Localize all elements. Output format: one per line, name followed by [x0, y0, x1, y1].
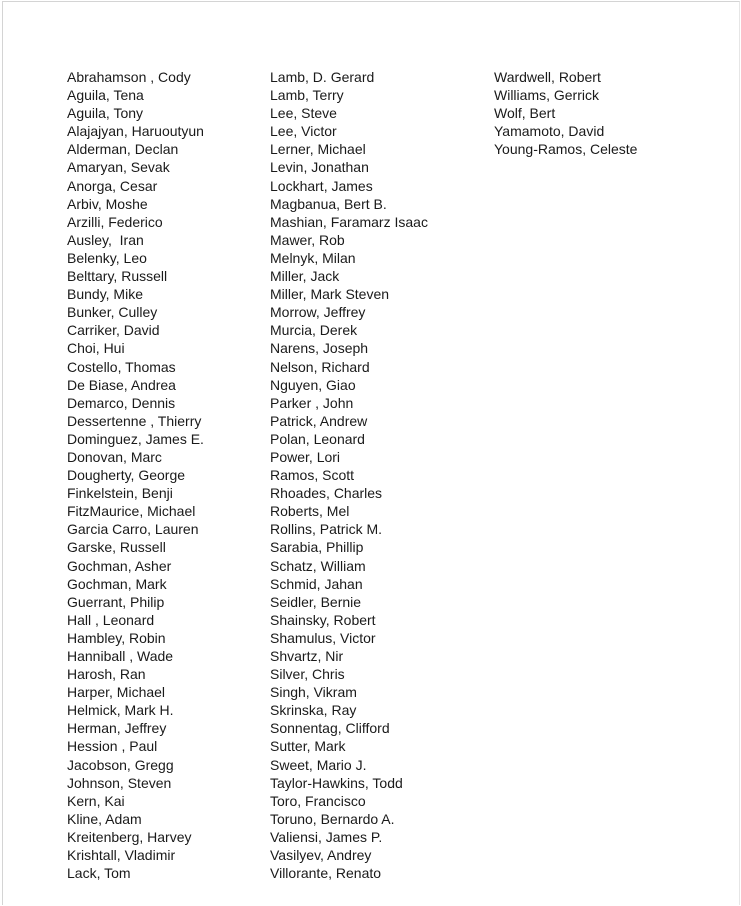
name-list-item: Levin, Jonathan — [270, 159, 369, 176]
name-list-item: Hambley, Robin — [67, 629, 166, 646]
name-list-item: Rollins, Patrick M. — [270, 521, 383, 538]
name-list-item: Magbanua, Bert B. — [270, 195, 387, 212]
name-list-item: Hession , Paul — [67, 738, 158, 755]
name-list-item: Silver, Chris — [270, 666, 345, 683]
name-list-item: Gochman, Asher — [67, 557, 172, 574]
name-list-item: Helmick, Mark H. — [67, 702, 174, 719]
name-list-item: Schatz, William — [270, 557, 366, 574]
name-list-item: Aguila, Tony — [67, 105, 144, 122]
name-list-item: Guerrant, Philip — [67, 593, 165, 610]
name-list-item: Lamb, D. Gerard — [270, 69, 375, 85]
name-list-item: Vasilyev, Andrey — [270, 847, 372, 864]
name-list-item: Kern, Kai — [67, 792, 125, 809]
document-page — [2, 1, 740, 905]
name-list-item: Seidler, Bernie — [270, 593, 362, 610]
name-list-item: Wolf, Bert — [494, 105, 556, 122]
name-column-1 — [67, 68, 204, 882]
name-list-item: Amaryan, Sevak — [67, 159, 170, 176]
name-list-item: Alajajyan, Haruoutyun — [67, 123, 204, 140]
name-list-item: Jacobson, Gregg — [67, 756, 174, 773]
name-list-item: Costello, Thomas — [67, 358, 176, 375]
name-list-item: Dougherty, George — [67, 467, 186, 484]
name-list-item: Kreitenberg, Harvey — [67, 828, 192, 845]
name-list-item: Mawer, Rob — [270, 231, 345, 248]
name-list-item: Mashian, Faramarz Isaac — [270, 213, 428, 230]
name-list-item: Sweet, Mario J. — [270, 756, 367, 773]
name-list-item: Lack, Tom — [67, 865, 131, 882]
name-list-item: Toruno, Bernardo A. — [270, 810, 395, 827]
name-list-item: Morrow, Jeffrey — [270, 304, 366, 321]
name-list-item: Miller, Mark Steven — [270, 286, 390, 303]
name-list-item: Sutter, Mark — [270, 738, 346, 755]
name-list-item: Carriker, David — [67, 322, 160, 339]
name-list-item: Rhoades, Charles — [270, 485, 383, 502]
name-list-item: Demarco, Dennis — [67, 394, 176, 411]
name-list-item: Wardwell, Robert — [494, 69, 601, 85]
name-list-item: Yamamoto, David — [494, 123, 605, 140]
name-list-item: Miller, Jack — [270, 268, 340, 285]
name-list-item: Young-Ramos, Celeste — [494, 141, 638, 158]
name-list-item: Toro, Francisco — [270, 792, 366, 809]
name-list-item: Dominguez, James E. — [67, 430, 204, 447]
name-list-item: FitzMaurice, Michael — [67, 503, 196, 520]
name-list-item: Krishtall, Vladimir — [67, 847, 176, 864]
name-list-item: Hanniball , Wade — [67, 648, 174, 664]
name-list-item: Garske, Russell — [67, 539, 166, 556]
name-list-item: Villorante, Renato — [270, 865, 382, 882]
name-list-item: Skrinska, Ray — [270, 702, 357, 719]
name-list-item: Belenky, Leo — [67, 249, 147, 266]
name-list-item: Lockhart, James — [270, 177, 373, 194]
name-list-item: Arbiv, Moshe — [67, 195, 148, 212]
name-list-item: De Biase, Andrea — [67, 376, 176, 393]
name-list-item: Herman, Jeffrey — [67, 720, 167, 737]
name-list-item: Ausley, Iran — [67, 231, 144, 248]
name-list-item: Abrahamson , Cody — [67, 69, 191, 85]
name-list-item: Polan, Leonard — [270, 430, 365, 447]
name-list-item: Lee, Victor — [270, 123, 337, 140]
name-list-item: Arzilli, Federico — [67, 213, 163, 230]
name-list-item: Nguyen, Giao — [270, 376, 356, 393]
name-list-item: Choi, Hui — [67, 340, 125, 357]
name-list-item: Donovan, Marc — [67, 448, 162, 465]
name-list-item: Taylor-Hawkins, Todd — [270, 774, 403, 791]
name-list-item: Schmid, Jahan — [270, 575, 363, 592]
name-list-item: Valiensi, James P. — [270, 828, 383, 845]
name-list-item: Melnyk, Milan — [270, 249, 356, 266]
name-list-item: Dessertenne , Thierry — [67, 412, 202, 429]
name-list-item: Narens, Joseph — [270, 340, 369, 357]
name-list-item: Shainsky, Robert — [270, 611, 376, 628]
name-list-item: Bundy, Mike — [67, 286, 143, 303]
name-list-item: Belttary, Russell — [67, 268, 168, 285]
name-list-item: Shvartz, Nir — [270, 648, 344, 664]
name-list-item: Anorga, Cesar — [67, 177, 158, 194]
name-list-item: Parker , John — [270, 394, 354, 411]
name-list-item: Harosh, Ran — [67, 666, 146, 683]
name-list-item: Lamb, Terry — [270, 87, 344, 104]
name-list-item: Lee, Steve — [270, 105, 337, 122]
name-list-item: Shamulus, Victor — [270, 629, 376, 646]
name-list-item: Power, Lori — [270, 448, 341, 465]
name-list-item: Bunker, Culley — [67, 304, 158, 321]
name-list-item: Singh, Vikram — [270, 684, 357, 701]
name-list-item: Sarabia, Phillip — [270, 539, 364, 556]
name-list-item: Finkelstein, Benji — [67, 485, 173, 502]
name-column-3 — [494, 68, 637, 158]
name-list-item: Johnson, Steven — [67, 774, 172, 791]
name-list-item: Gochman, Mark — [67, 575, 167, 592]
name-list-item: Aguila, Tena — [67, 87, 144, 104]
name-list-item: Williams, Gerrick — [494, 87, 599, 104]
name-list-item: Garcia Carro, Lauren — [67, 521, 199, 538]
name-list-item: Patrick, Andrew — [270, 412, 368, 429]
name-list-item: Hall , Leonard — [67, 611, 155, 628]
name-list-item: Murcia, Derek — [270, 322, 358, 339]
name-list-item: Roberts, Mel — [270, 503, 350, 520]
name-column-2 — [270, 68, 428, 882]
name-list-item: Nelson, Richard — [270, 358, 370, 375]
name-list-item: Lerner, Michael — [270, 141, 366, 158]
name-list-item: Sonnentag, Clifford — [270, 720, 390, 737]
name-list-item: Harper, Michael — [67, 684, 166, 701]
name-list-item: Alderman, Declan — [67, 141, 179, 158]
name-list-item: Kline, Adam — [67, 810, 142, 827]
name-list-item: Ramos, Scott — [270, 467, 355, 484]
